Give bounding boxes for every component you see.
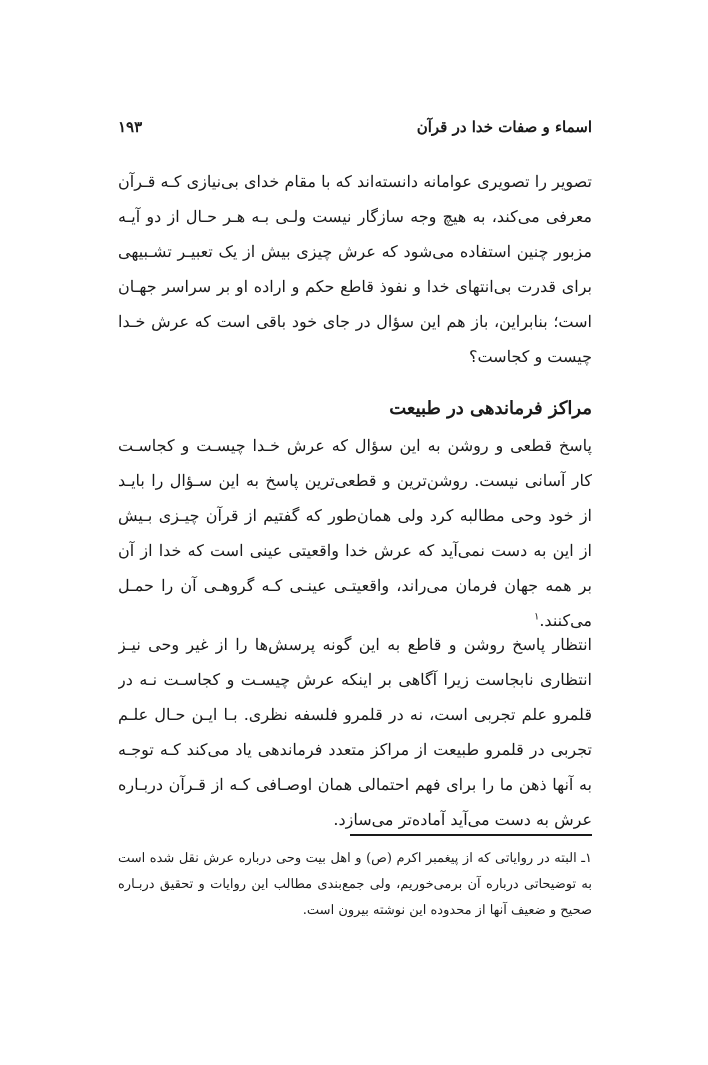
- paragraph-3: [118, 627, 592, 837]
- paragraph-line: تصویر را تصویری عوامانه دانسته‌اند که با مقام خدای بی‌نیازی کـه قـرآن: [118, 172, 592, 191]
- paragraph-2: [118, 428, 592, 638]
- paragraph-line: تجربی در قلمرو طبیعت از مراکز متعدد فرماندهی یاد می‌کند کـه توجـه: [118, 740, 592, 759]
- footnote: [118, 846, 592, 924]
- paragraph-line: به آنها ذهن ما را برای فهم احتمالی همان اوصـافی کـه از قـرآن دربـاره: [118, 775, 592, 794]
- running-title: اسماء و صفات خدا در قرآن: [416, 118, 592, 136]
- paragraph-line: قلمرو علم تجربی است، نه در قلمرو فلسفه نظری. بـا ایـن حـال علـم: [118, 705, 592, 724]
- footnote-line: صحیح و ضعیف آنها از محدوده این نوشته بیرون است.: [302, 903, 592, 918]
- footnote-divider: [350, 834, 592, 836]
- paragraph-line: از این به دست نمی‌آید که عرش خدا واقعیتی عینی است که خدا از آن: [118, 541, 592, 560]
- paragraph-line: از خود وحی مطالبه کرد ولی همان‌طور که گفتیم از قرآن چیـزی بـیش: [118, 506, 592, 525]
- paragraph-line: بر همه جهان فرمان می‌راند، واقعیتـی عینـی کـه گروهـی آن را حمـل: [118, 576, 592, 595]
- paragraph-line: پاسخ قطعی و روشن به این سؤال که عرش خـدا چیسـت و کجاسـت: [118, 436, 592, 455]
- paragraph-line: عرش به دست می‌آید آماده‌تر می‌سازد.: [333, 810, 592, 829]
- paragraph-1: [118, 164, 592, 374]
- paragraph-line: مزبور چنین استفاده می‌شود که عرش چیزی بیش از یک تعبیـر تشـبیهی: [118, 242, 592, 261]
- paragraph-line: انتظار پاسخ روشن و قاطع به این گونه پرسش‌ها را از غیر وحی نیـز: [118, 635, 592, 654]
- paragraph-line: معرفی می‌کند، به هیچ وجه سازگار نیست ولـی بـه هـر حـال از دو آیـه: [118, 207, 592, 226]
- paragraph-line-text: می‌کنند.: [539, 611, 592, 630]
- paragraph-line: چیست و کجاست؟: [468, 347, 592, 366]
- paragraph-line: برای قدرت بی‌انتهای خدا و نفوذ قاطع حکم و اراده او بر سراسر جهـان: [118, 277, 592, 296]
- paragraph-line: کار آسانی نیست. روشن‌ترین و قطعی‌ترین پاسخ به این سـؤال را بایـد: [118, 471, 592, 490]
- footnote-line: به توضیحاتی درباره آن برمی‌خوریم، ولی جمع‌بندی مطالب این روایات و تحقیق دربـاره: [118, 877, 592, 892]
- page-number: ۱۹۳: [118, 118, 143, 136]
- page-header: [118, 118, 592, 144]
- paragraph-line: انتظاری نابجاست زیرا آگاهی بر اینکه عرش چیسـت و کجاسـت نـه در: [118, 670, 592, 689]
- section-heading: مراکز فرماندهی در طبیعت: [389, 398, 592, 419]
- footnote-marker: ۱: [533, 611, 540, 623]
- paragraph-line: است؛ بنابراین، باز هم این سؤال در جای خود باقی است که عرش خـدا: [118, 312, 592, 331]
- footnote-line: ۱ـ البته در روایاتی که از پیغمبر اکرم (ص) و اهل بیت وحی درباره عرش نقل شده است: [118, 851, 592, 866]
